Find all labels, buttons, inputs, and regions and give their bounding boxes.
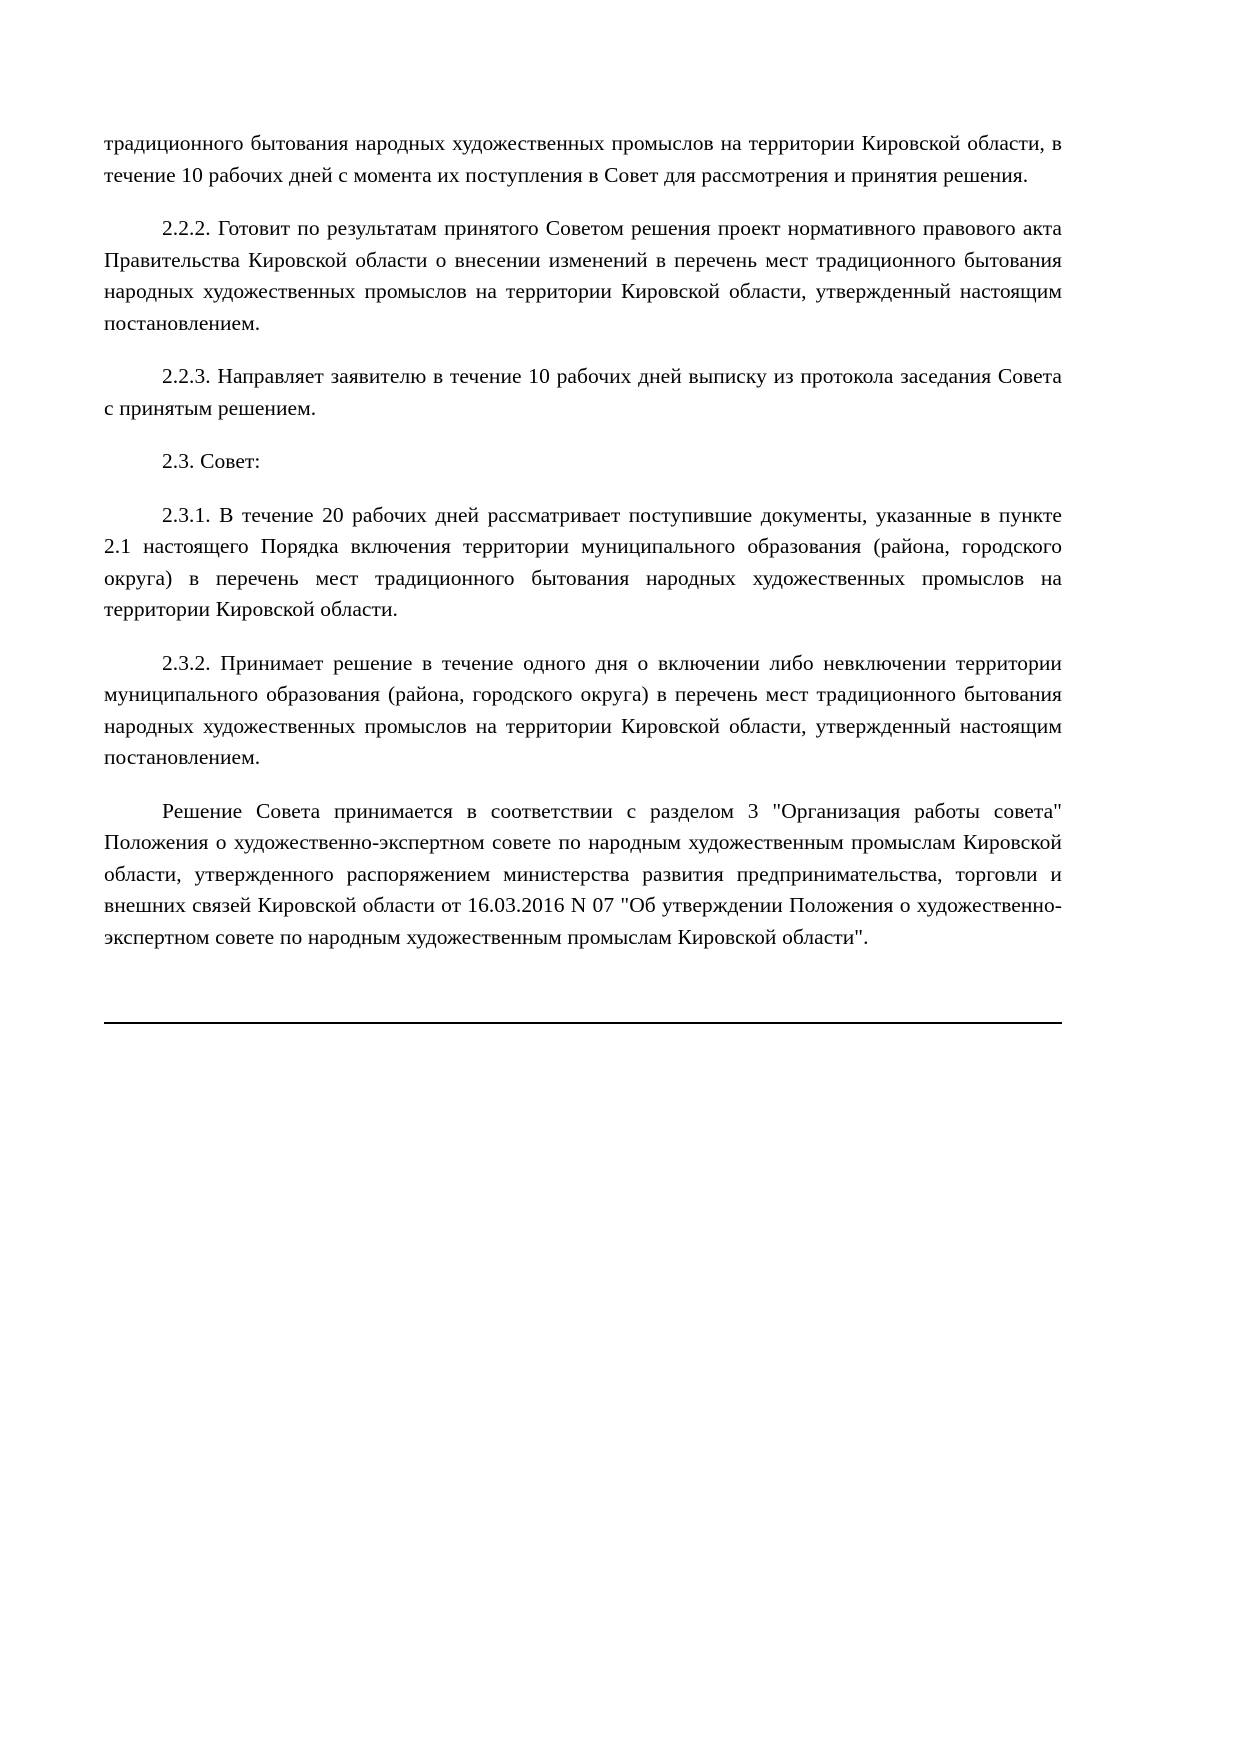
paragraph-2-3-2: 2.3.2. Принимает решение в течение одного дня о включении либо невключении территории муниципального образования (района, городского округа) в перечень мест традиционного бытования народных художественных промыслов на территории Кировской области, утвержденный настоящим постановлением. xyxy=(104,650,1062,769)
footer-divider-rule xyxy=(104,1022,1062,1024)
paragraph-2-2-3: 2.2.3. Направляет заявителю в течение 10 рабочих дней выписку из протокола заседания Совета с принятым решением. xyxy=(104,364,1062,420)
paragraph-2-2-2: 2.2.2. Готовит по результатам принятого Советом решения проект нормативного правового акта Правительства Кировской области о внесении изменений в перечень мест традиционного бытования народных художественных промыслов на территории Кировской области, утвержденный настоящим постановлением. xyxy=(104,216,1062,335)
paragraph-2-3-heading: 2.3. Совет: xyxy=(162,449,261,473)
document-body xyxy=(104,128,1062,975)
paragraph-continuation: традиционного бытования народных художественных промыслов на территории Кировской области, в течение 10 рабочих дней с момента их поступления в Совет для рассмотрения и принятия решения. xyxy=(104,131,1062,187)
paragraph-council-decision: Решение Совета принимается в соответствии с разделом 3 "Организация работы совета" Положения о художественно-экспертном совете по народным художественным промыслам Кировской области, утвержденного распоряжением министерства развития предпринимательства, торговли и внешних связей Кировской области от 16.03.2016 N 07 "Об утверждении Положения о художественно-экспертном совете по народным художественным промыслам Кировской области". xyxy=(104,798,1062,949)
paragraph-2-3-1: 2.3.1. В течение 20 рабочих дней рассматривает поступившие документы, указанные в пункте 2.1 настоящего Порядка включения территории муниципального образования (района, городского округа) в перечень мест традиционного бытования народных художественных промыслов на территории Кировской области. xyxy=(104,502,1062,621)
